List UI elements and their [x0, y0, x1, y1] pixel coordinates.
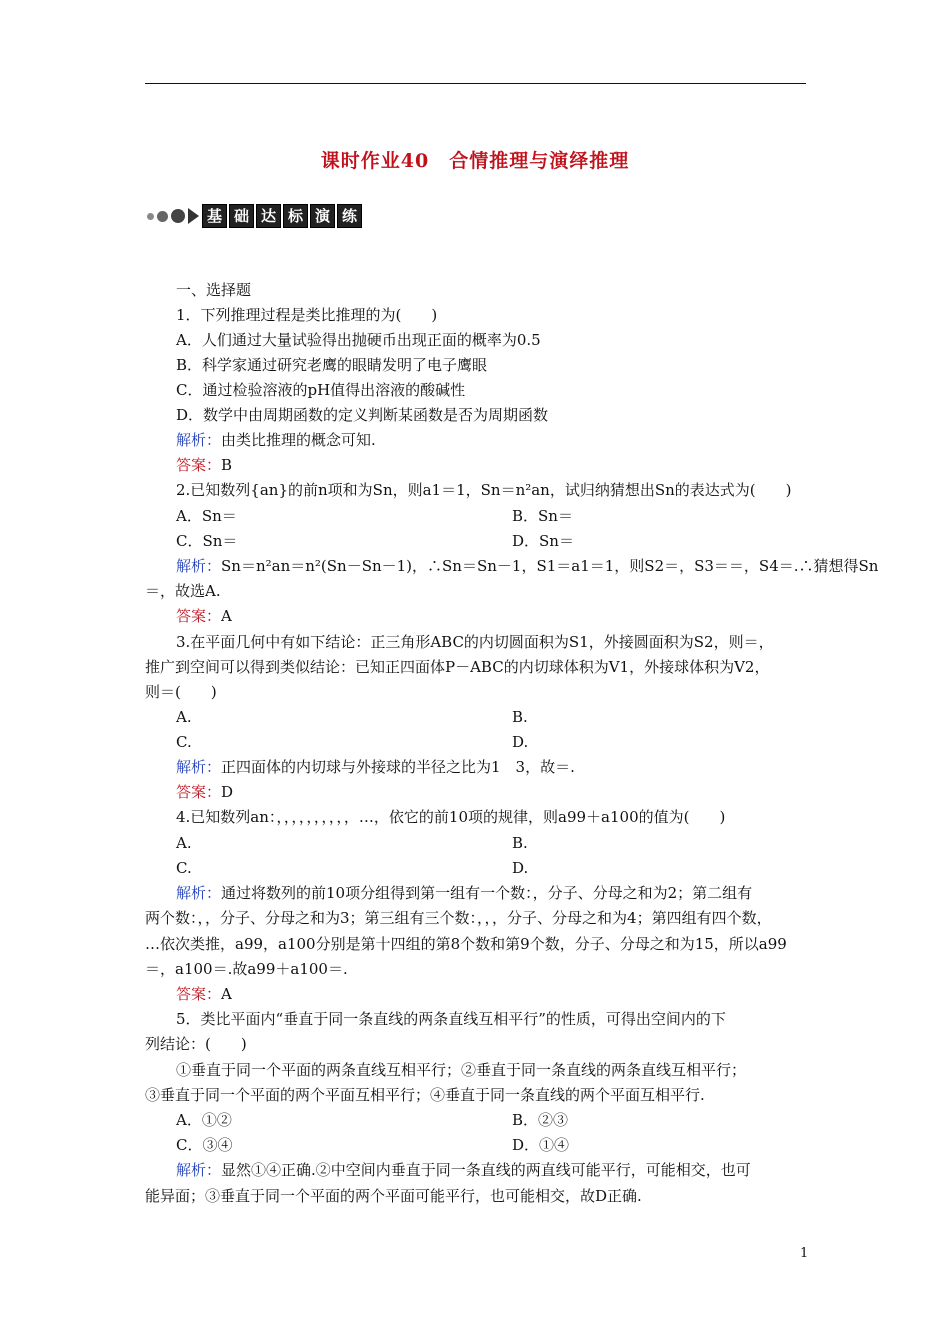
- section-heading: 一、选择题: [176, 281, 252, 299]
- q5-analysis-line2: 能异面；③垂直于同一个平面的两个平面可能平行，也可能相交，故D正确.: [145, 1187, 642, 1205]
- q3-stem-line2: 推广到空间可以得到类似结论：已知正四面体P－ABC的内切球体积为V1，外接球体积为V2，: [145, 658, 770, 676]
- q5-option-c: C．③④: [176, 1136, 233, 1154]
- q4-answer: [176, 985, 232, 1003]
- q2-analysis: [176, 557, 878, 575]
- q4-option-b: B.: [512, 834, 528, 852]
- answer-label: 答案：: [176, 456, 222, 474]
- q4-analysis-line3: …依次类推，a99，a100分别是第十四组的第8个数和第9个数，分子、分母之和为15，所以a99: [145, 935, 787, 953]
- q5-statements-line2: ③垂直于同一个平面的两个平面互相平行；④垂直于同一条直线的两个平面互相平行.: [145, 1086, 705, 1104]
- analysis-label: 解析：: [176, 557, 222, 575]
- q3-option-d: D.: [512, 733, 529, 751]
- page-number: 1: [800, 1246, 809, 1261]
- q4-option-c: C.: [176, 859, 192, 877]
- q1-analysis-text: 由类比推理的概念可知.: [221, 431, 376, 449]
- header-rule: [145, 83, 806, 84]
- q1-option-a: A．人们通过大量试验得出抛硬币出现正面的概率为0.5: [176, 331, 541, 349]
- q2-answer: [176, 607, 232, 625]
- q2-option-c: C．Sn＝: [176, 532, 238, 550]
- q5-analysis: [176, 1161, 751, 1179]
- q4-option-a: A.: [176, 834, 192, 852]
- analysis-label: 解析：: [176, 431, 222, 449]
- q5-analysis-line1: 显然①④正确.②中空间内垂直于同一条直线的两直线可能平行，可能相交，也可: [221, 1161, 751, 1179]
- analysis-label: 解析：: [176, 1161, 222, 1179]
- bullet-dot-icon: [157, 211, 168, 222]
- q1-option-b: B．科学家通过研究老鹰的眼睛发明了电子鹰眼: [176, 356, 488, 374]
- q2-option-b: B．Sn＝: [512, 507, 573, 525]
- q1-answer: [176, 456, 232, 474]
- q4-analysis: [176, 884, 752, 902]
- section-badge: [147, 203, 362, 229]
- q1-option-d: D．数学中由周期函数的定义判断某函数是否为周期函数: [176, 406, 549, 424]
- badge-char: 标: [283, 204, 308, 228]
- q5-option-d: D．①④: [512, 1136, 570, 1154]
- q3-option-a: A.: [176, 708, 192, 726]
- badge-char: 础: [229, 204, 254, 228]
- q2-analysis-line1: Sn＝n²an＝n²(Sn－Sn－1)，∴Sn＝Sn－1，S1＝a1＝1，则S2＝，S3＝＝，S4＝.∴猜想得Sn: [221, 557, 879, 575]
- q5-stem-line1: 5．类比平面内“垂直于同一条直线的两条直线互相平行”的性质，可得出空间内的下: [176, 1010, 726, 1028]
- q2-answer-value: A: [221, 607, 232, 625]
- bullet-dot-icon: [171, 209, 185, 223]
- q1-analysis: [176, 431, 376, 449]
- answer-label: 答案：: [176, 607, 222, 625]
- q3-option-c: C.: [176, 733, 192, 751]
- answer-label: 答案：: [176, 783, 222, 801]
- q2-option-d: D．Sn＝: [512, 532, 574, 550]
- q4-analysis-line2: 两个数：，，分子、分母之和为3；第三组有三个数：，，，分子、分母之和为4；第四组有四个数，: [145, 909, 772, 927]
- badge-char: 演: [310, 204, 335, 228]
- q3-answer-value: D: [221, 783, 234, 801]
- badge-label: [202, 204, 362, 228]
- q3-stem-line3: 则＝( ): [145, 683, 217, 701]
- arrow-right-icon: [188, 208, 199, 224]
- bullet-dot-icon: [147, 213, 154, 220]
- q3-stem-line1: 3.在平面几何中有如下结论：正三角形ABC的内切圆面积为S1，外接圆面积为S2，则＝，: [176, 633, 774, 651]
- q4-stem: 4.已知数列an：，，，，，，，，，，…，依它的前10项的规律，则a99＋a100的值为( ): [176, 808, 726, 826]
- q5-option-b: B．②③: [512, 1111, 569, 1129]
- q3-answer: [176, 783, 233, 801]
- badge-char: 基: [202, 204, 227, 228]
- badge-char: 达: [256, 204, 281, 228]
- q1-stem: 1．下列推理过程是类比推理的为( ): [176, 306, 438, 324]
- q4-option-d: D.: [512, 859, 529, 877]
- q4-analysis-line4: ＝，a100＝.故a99＋a100＝.: [145, 960, 348, 978]
- q4-analysis-line1: 通过将数列的前10项分组得到第一组有一个数：，分子、分母之和为2；第二组有: [221, 884, 753, 902]
- q1-option-c: C．通过检验溶液的pH值得出溶液的酸碱性: [176, 381, 466, 399]
- q3-analysis: [176, 758, 575, 776]
- q5-option-a: A．①②: [176, 1111, 232, 1129]
- q3-option-b: B.: [512, 708, 528, 726]
- q2-option-a: A．Sn＝: [176, 507, 237, 525]
- q2-stem: 2.已知数列{an}的前n项和为Sn，则a1＝1，Sn＝n²an，试归纳猜想出Sn的表达式为( ): [176, 481, 792, 499]
- analysis-label: 解析：: [176, 884, 222, 902]
- q1-answer-value: B: [221, 456, 233, 474]
- badge-char: 练: [337, 204, 362, 228]
- q3-analysis-text: 正四面体的内切球与外接球的半径之比为1 3，故＝.: [221, 758, 575, 776]
- q4-answer-value: A: [221, 985, 232, 1003]
- analysis-label: 解析：: [176, 758, 222, 776]
- answer-label: 答案：: [176, 985, 222, 1003]
- q5-stem-line2: 列结论：( ): [145, 1035, 247, 1053]
- q2-analysis-line2: ＝，故选A.: [145, 582, 221, 600]
- page-title: 课时作业40 合情推理与演绎推理: [320, 150, 630, 172]
- q5-statements-line1: ①垂直于同一个平面的两条直线互相平行；②垂直于同一条直线的两条直线互相平行；: [176, 1061, 747, 1079]
